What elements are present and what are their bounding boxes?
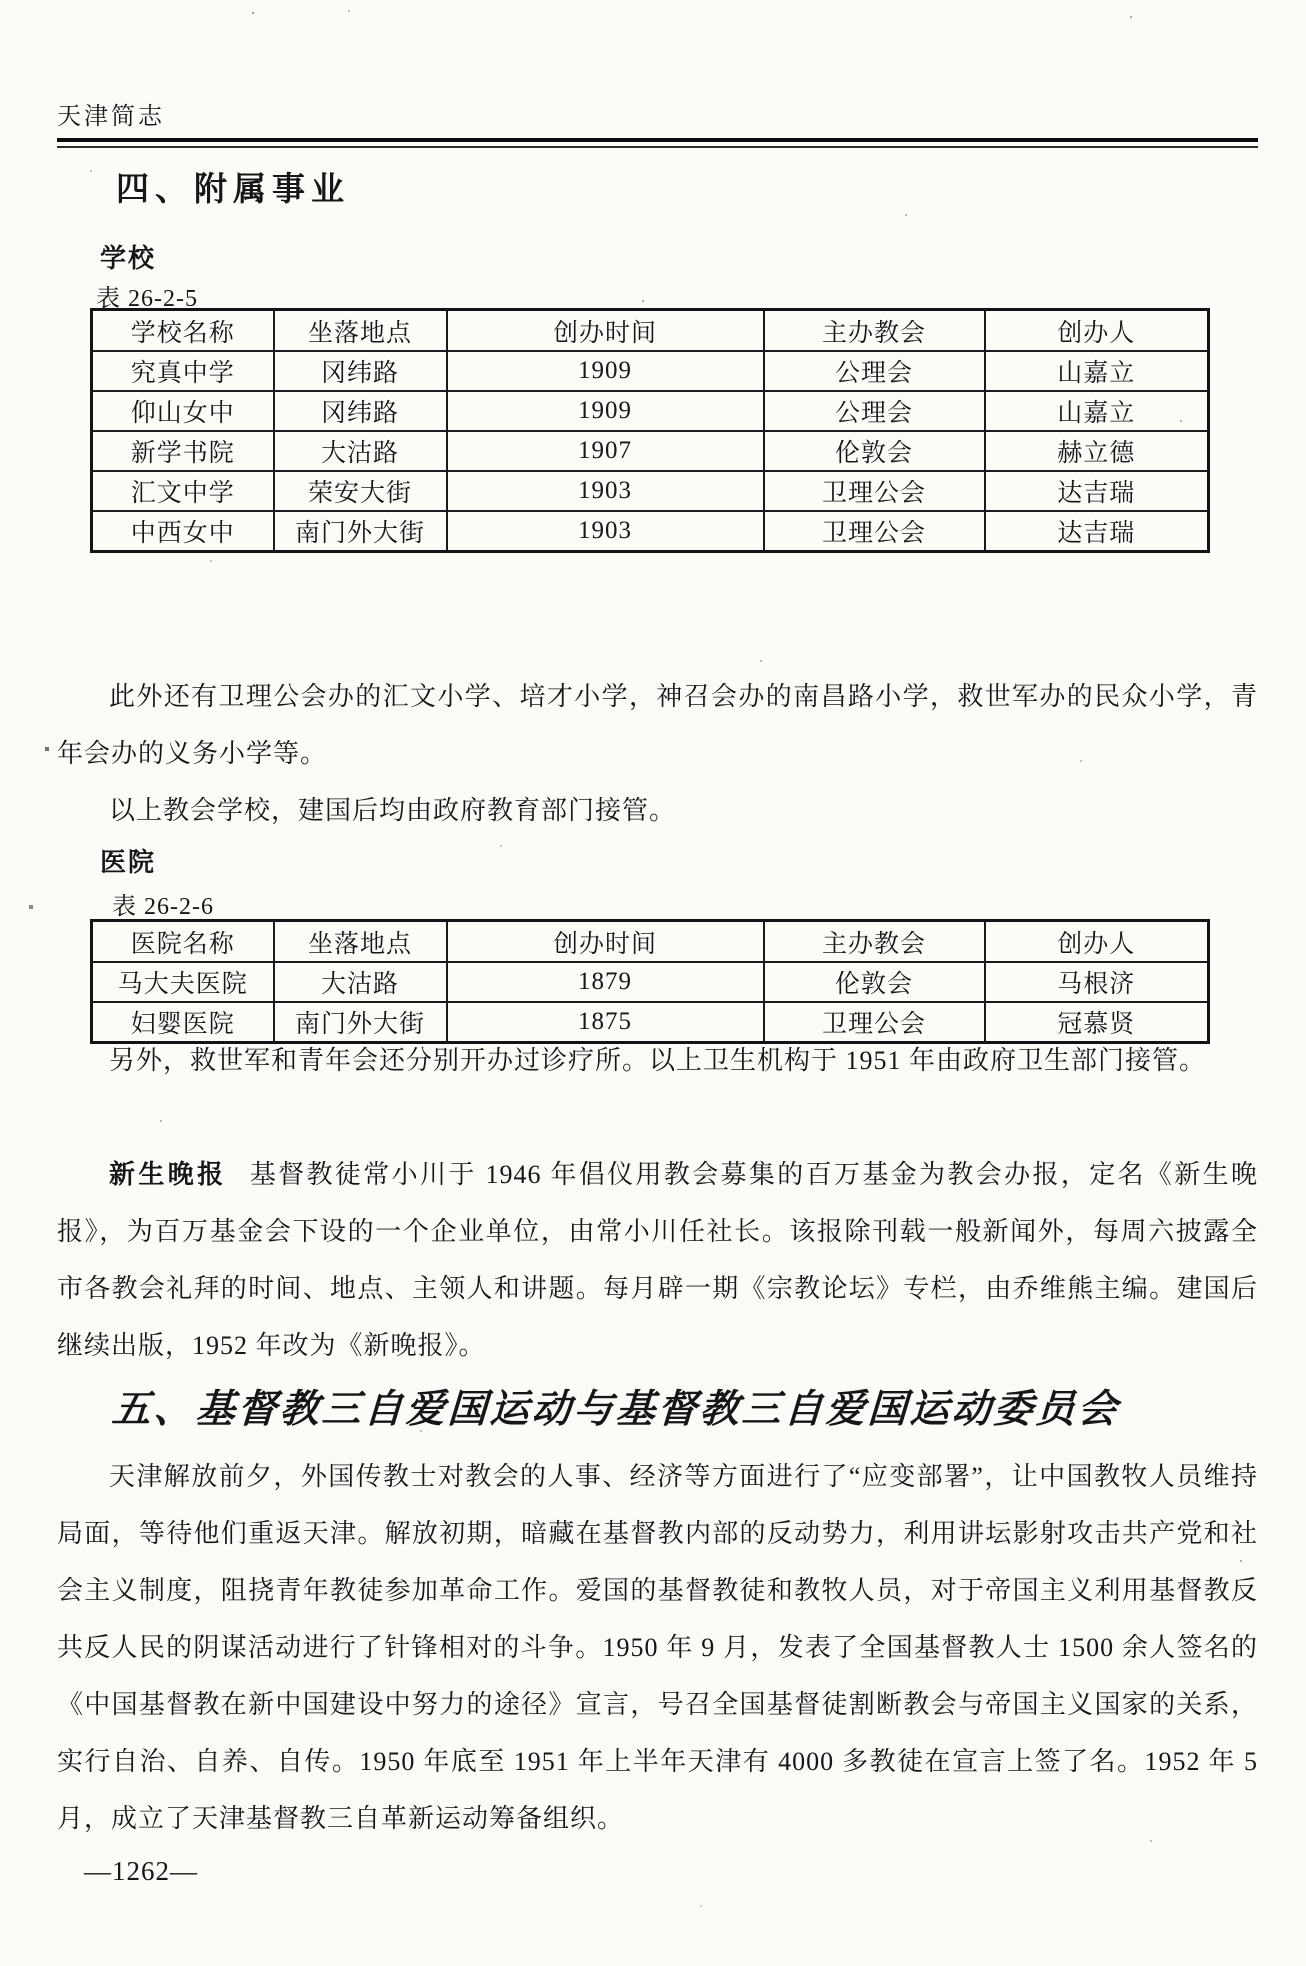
section4-title: 四、附属事业 — [116, 170, 350, 207]
cell-founded: 1909 — [447, 391, 764, 431]
cell-church: 公理会 — [764, 351, 985, 391]
cell-church: 卫理公会 — [764, 471, 985, 511]
cell-school-name: 新学书院 — [92, 431, 274, 471]
column-header: 坐落地点 — [274, 310, 447, 352]
hospitals-table-label: 表 26-2-6 — [112, 894, 214, 920]
schools-heading: 学校 — [100, 243, 157, 273]
table-row — [92, 391, 1209, 431]
column-header: 创办时间 — [447, 921, 764, 963]
header-rule — [57, 138, 1258, 148]
paragraph-clinics-takeover: 另外，救世军和青年会还分别开办过诊疗所。以上卫生机构于 1951 年由政府卫生部门接管。 — [109, 1046, 1207, 1075]
cell-school-name: 究真中学 — [92, 351, 274, 391]
cell-location: 冈纬路 — [274, 351, 447, 391]
paragraph-three-self-movement: 天津解放前夕，外国传教士对教会的人事、经济等方面进行了“应变部署”，让中国教牧人员维持局面，等待他们重返天津。解放初期，暗藏在基督教内部的反动势力，利用讲坛影射攻击共产党和社会主义制度，阻挠青年教徒参加革命工作。爱国的基督教徒和教牧人员，对于帝国主义利用基督教反共反人民的阴谋活动进行了针锋相对的斗争。1950 年 9 月，发表了全国基督教人士 1500 余人签名的《中国基督教在新中国建设中努力的途径》宣言，号召全国基督徒割断教会与帝国主义国家的关系，实行自治、自养、自传。1950 年底至 1951 年上半年天津有 4000 多教徒在宣言上签了名。1952 年 5 月，成立了天津基督教三自革新运动筹备组织。 — [57, 1462, 1258, 1833]
section5-paragraph-block — [57, 1448, 1258, 1847]
hospitals-paragraph-block — [57, 1032, 1258, 1089]
scan-noise — [0, 0, 2, 2]
page-number: —1262— — [84, 1856, 198, 1886]
table-row — [92, 471, 1209, 511]
running-head: 天津简志 — [57, 104, 165, 130]
column-header: 主办教会 — [764, 310, 985, 352]
table-row — [92, 351, 1209, 391]
section5-title: 五、基督教三自爱国运动与基督教三自爱国运动委员会 — [110, 1388, 1121, 1431]
schools-table-header-row — [92, 310, 1209, 352]
column-header: 医院名称 — [92, 921, 274, 963]
cell-founder: 山嘉立 — [985, 351, 1209, 391]
cell-founder: 达吉瑞 — [985, 471, 1209, 511]
hospitals-heading: 医院 — [100, 847, 157, 877]
cell-location: 荣安大街 — [274, 471, 447, 511]
cell-location: 大沽路 — [274, 431, 447, 471]
cell-founded: 1909 — [447, 351, 764, 391]
table-row — [92, 431, 1209, 471]
cell-location: 冈纬路 — [274, 391, 447, 431]
cell-hospital-name: 马大夫医院 — [92, 962, 274, 1002]
cell-founded: 1879 — [447, 962, 764, 1002]
cell-founder: 山嘉立 — [985, 391, 1209, 431]
cell-founded: 1903 — [447, 511, 764, 552]
paragraph-other-schools: 此外还有卫理公会办的汇文小学、培才小学，神召会办的南昌路小学，救世军办的民众小学，青年会办的义务小学等。 — [57, 682, 1258, 768]
cell-founded: 1903 — [447, 471, 764, 511]
newspaper-paragraph-block — [57, 1146, 1258, 1374]
paragraph-newspaper — [57, 1146, 1258, 1374]
cell-hospital-name: 妇婴医院 — [92, 1002, 274, 1043]
cell-location: 南门外大街 — [274, 1002, 447, 1043]
table-row — [92, 962, 1209, 1002]
column-header: 坐落地点 — [274, 921, 447, 963]
cell-founder: 赫立德 — [985, 431, 1209, 471]
cell-church: 伦敦会 — [764, 962, 985, 1002]
column-header: 创办时间 — [447, 310, 764, 352]
cell-founder: 马根济 — [985, 962, 1209, 1002]
cell-church: 卫理公会 — [764, 1002, 985, 1043]
cell-founded: 1907 — [447, 431, 764, 471]
table-row — [92, 511, 1209, 552]
hospitals-table — [90, 919, 1210, 1044]
cell-school-name: 汇文中学 — [92, 471, 274, 511]
schools-table-label: 表 26-2-5 — [96, 286, 198, 312]
column-header: 创办人 — [985, 921, 1209, 963]
cell-school-name: 中西女中 — [92, 511, 274, 552]
cell-location: 大沽路 — [274, 962, 447, 1002]
cell-location: 南门外大街 — [274, 511, 447, 552]
schools-table — [90, 308, 1210, 553]
cell-founder: 冠慕贤 — [985, 1002, 1209, 1043]
schools-paragraphs — [57, 668, 1258, 839]
hospitals-table-header-row — [92, 921, 1209, 963]
newspaper-lead: 新生晚报 — [109, 1159, 227, 1189]
cell-founded: 1875 — [447, 1002, 764, 1043]
cell-founder: 达吉瑞 — [985, 511, 1209, 552]
cell-church: 卫理公会 — [764, 511, 985, 552]
column-header: 主办教会 — [764, 921, 985, 963]
column-header: 学校名称 — [92, 310, 274, 352]
cell-church: 公理会 — [764, 391, 985, 431]
paragraph-schools-takeover: 以上教会学校，建国后均由政府教育部门接管。 — [109, 796, 677, 825]
column-header: 创办人 — [985, 310, 1209, 352]
newspaper-text: 基督教徒常小川于 1946 年倡仪用教会募集的百万基金为教会办报，定名《新生晚报》，为百万基金会下设的一个企业单位，由常小川任社长。该报除刊载一般新闻外，每周六披露全市各教会礼拜的时间、地点、主领人和讲题。每月辟一期《宗教论坛》专栏，由乔维熊主编。建国后继续出版，1952 年改为《新晚报》。 — [57, 1160, 1258, 1360]
cell-school-name: 仰山女中 — [92, 391, 274, 431]
cell-church: 伦敦会 — [764, 431, 985, 471]
